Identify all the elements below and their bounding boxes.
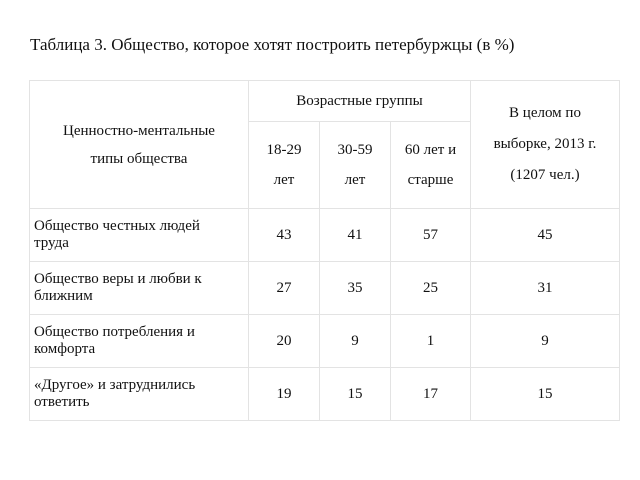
cell-total: 15	[471, 368, 620, 421]
header-type-col	[30, 81, 249, 209]
cell-18-29: 20	[249, 315, 320, 368]
header-age-line: лет	[273, 172, 295, 188]
header-total-line: В целом по	[509, 105, 581, 121]
header-total-line: выборке, 2013 г.	[493, 136, 597, 152]
row-label-line: Общество веры и любви к	[34, 271, 202, 287]
row-label	[30, 368, 249, 421]
row-label	[30, 262, 249, 315]
table-row	[30, 315, 620, 368]
header-total-col	[471, 81, 620, 209]
table-row	[30, 368, 620, 421]
cell-18-29: 27	[249, 262, 320, 315]
cell-60-plus: 17	[391, 368, 471, 421]
cell-total: 31	[471, 262, 620, 315]
row-label-line: Общество честных людей	[34, 218, 200, 234]
cell-total: 45	[471, 209, 620, 262]
header-type-line: Ценностно-ментальные	[63, 122, 215, 139]
row-label-line: ближним	[34, 288, 93, 304]
row-label-line: труда	[34, 235, 69, 251]
cell-total: 9	[471, 315, 620, 368]
table-caption: Таблица 3. Общество, которое хотят построить петербуржцы (в %)	[30, 35, 515, 54]
header-age-line: 18-29	[266, 142, 302, 158]
header-age-line: лет	[344, 172, 366, 188]
header-row-1	[30, 81, 620, 122]
header-age-18-29	[249, 122, 320, 209]
row-label-line: комфорта	[34, 341, 96, 357]
row-label-line: Общество потребления и	[34, 324, 195, 340]
header-age-60-plus	[391, 122, 471, 209]
header-age-line: 30-59	[337, 142, 373, 158]
cell-30-59: 9	[320, 315, 391, 368]
cell-60-plus: 25	[391, 262, 471, 315]
table-row	[30, 262, 620, 315]
row-label	[30, 315, 249, 368]
cell-30-59: 41	[320, 209, 391, 262]
cell-18-29: 43	[249, 209, 320, 262]
row-label	[30, 209, 249, 262]
header-total-line: (1207 чел.)	[510, 167, 580, 183]
survey-table	[29, 80, 620, 421]
cell-60-plus: 57	[391, 209, 471, 262]
row-label-line: ответить	[34, 394, 90, 410]
cell-30-59: 15	[320, 368, 391, 421]
row-label-line: «Другое» и затруднились	[34, 377, 196, 393]
header-age-line: старше	[407, 172, 454, 188]
cell-30-59: 35	[320, 262, 391, 315]
cell-18-29: 19	[249, 368, 320, 421]
cell-60-plus: 1	[391, 315, 471, 368]
header-age-line: 60 лет и	[404, 142, 457, 158]
header-age-30-59	[320, 122, 391, 209]
header-age-groups: Возрастные группы	[249, 81, 471, 122]
header-type-line: типы общества	[90, 150, 188, 167]
table-row	[30, 209, 620, 262]
